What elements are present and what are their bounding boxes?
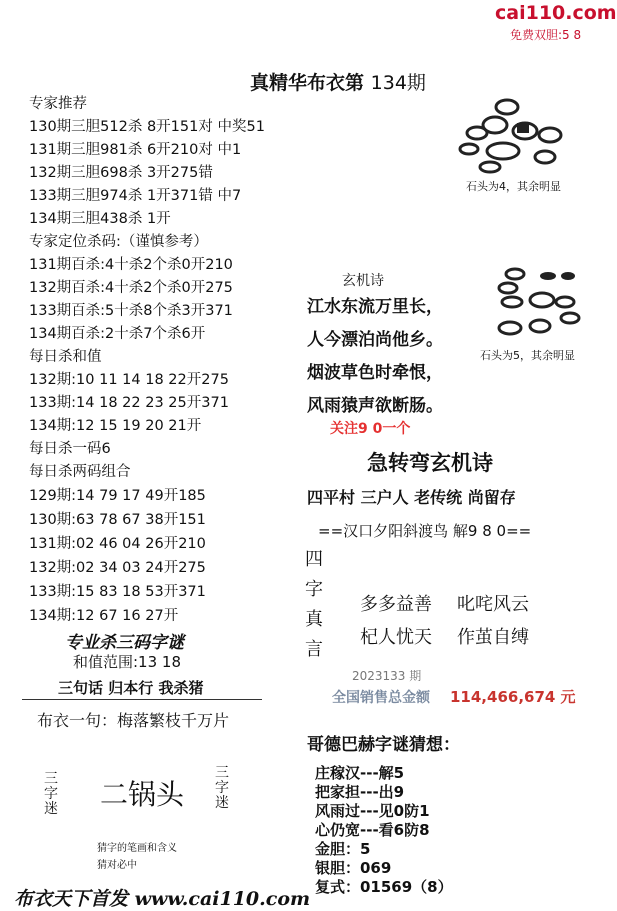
experts-heading: 专家推荐 xyxy=(29,96,87,112)
experts-line: 132期三胆698杀 3开275错 xyxy=(29,165,213,181)
slogan-underline xyxy=(22,699,262,700)
daily-two-line: 129期:14 79 17 49开185 xyxy=(29,488,206,504)
positioning-line: 133期百杀:5十杀8个杀3开371 xyxy=(29,303,233,319)
poem-note: 关注9 0一个 xyxy=(330,421,411,437)
sharp-turn-line: ==汉口夕阳斜渡鸟 解9 8 0== xyxy=(318,522,532,540)
sum-range: 和值范围:13 18 xyxy=(73,653,181,671)
mystic-poem-line: 江水东流万里长， xyxy=(307,297,443,317)
daily-two-line: 130期:63 78 67 38开151 xyxy=(29,512,206,528)
daily-two-line: 134期:12 67 16 27开 xyxy=(29,608,179,624)
page-title xyxy=(250,68,426,95)
mystic-poem-line: 人今漂泊尚他乡。 xyxy=(307,330,443,350)
riddle-hint: 猜字的笔画和含义 xyxy=(97,843,177,854)
daily-two-line: 133期:15 83 18 53开371 xyxy=(29,584,206,600)
daily-sum-heading: 每日杀和值 xyxy=(29,349,102,365)
stone-block xyxy=(517,123,529,133)
stones-image-2 xyxy=(490,262,585,344)
daily-two-line: 132期:02 34 03 24开275 xyxy=(29,560,206,576)
mystic-poem-line: 风雨猿声欲断肠。 xyxy=(307,396,443,416)
lottery-label: 全国销售总金额 xyxy=(332,690,430,706)
site-logo[interactable]: cai110.com xyxy=(495,2,617,24)
daily-sum-line: 132期:10 11 14 18 22开275 xyxy=(29,372,229,388)
riddle-answer: 二锅头 xyxy=(100,778,185,811)
positioning-line: 132期百杀:4十杀2个杀0开275 xyxy=(29,280,233,296)
goldbach-line: 银胆：069 xyxy=(315,859,392,877)
positioning-line: 131期百杀:4十杀2个杀0开210 xyxy=(29,257,233,273)
title-issue: 134期 xyxy=(370,72,426,94)
footer-link[interactable]: 布衣天下首发 www.cai110.com xyxy=(14,888,311,910)
riddle-hint: 猜对必中 xyxy=(97,860,137,871)
lottery-amount: 114,466,674 元 xyxy=(450,688,576,706)
sharp-turn-line: 四平村 三户人 老传统 尚留存 xyxy=(307,488,516,507)
riddle-side-right: 三字迷 xyxy=(215,765,229,811)
riddle-three-slogan: 三句话 归本行 我杀猪 xyxy=(58,679,204,697)
goldbach-line: 复式：01569（8） xyxy=(315,878,453,896)
title-text: 真精华布衣第 xyxy=(250,72,365,94)
riddle-three-title: 专业杀三码字谜 xyxy=(65,633,184,653)
positioning-heading: 专家定位杀码:（谨慎参考） xyxy=(29,234,208,250)
experts-line: 133期三胆974杀 1开371错 中7 xyxy=(29,188,242,204)
experts-line: 134期三胆438杀 1开 xyxy=(29,211,171,227)
stones-caption-1: 石头为4，其余明显 xyxy=(466,180,561,193)
stone-filled xyxy=(561,272,575,280)
free-pair-text: 免费双胆:5 8 xyxy=(510,28,582,42)
sharp-turn-title: 急转弯玄机诗 xyxy=(367,451,493,475)
positioning-line: 134期百杀:2十杀7个杀6开 xyxy=(29,326,206,342)
stones-caption-2: 石头为5，其余明显 xyxy=(480,349,575,362)
experts-line: 131期三胆981杀 6开210对 中1 xyxy=(29,142,242,158)
goldbach-title: 哥德巴赫字谜猜想： xyxy=(307,735,460,755)
daily-one-code: 每日杀一码6 xyxy=(29,441,111,457)
daily-sum-line: 133期:14 18 22 23 25开371 xyxy=(29,395,229,411)
four-words-phrase: 多多益善 xyxy=(360,594,432,615)
goldbach-line: 心仍宽---看6防8 xyxy=(315,821,430,839)
goldbach-line: 把家担---出9 xyxy=(315,783,405,801)
daily-sum-line: 134期:12 15 19 20 21开 xyxy=(29,418,202,434)
lottery-period: 2023133 期 xyxy=(352,669,422,683)
goldbach-line: 庄稼汉---解5 xyxy=(315,764,405,782)
mystic-poem-line: 烟波草色时牵恨， xyxy=(307,363,443,383)
buyi-line: 布衣一句：梅落繁枝千万片 xyxy=(37,711,230,730)
stone-filled xyxy=(540,272,556,280)
goldbach-line: 金胆：5 xyxy=(315,840,371,858)
daily-two-heading: 每日杀两码组合 xyxy=(29,464,131,480)
mystic-poem-heading: 玄机诗 xyxy=(342,273,384,289)
experts-line: 130期三胆512杀 8开151对 中奖51 xyxy=(29,119,265,135)
stones-image-1 xyxy=(455,95,580,175)
four-words-phrase: 杞人忧天 xyxy=(360,627,432,648)
riddle-side-left: 三字迷 xyxy=(44,771,58,817)
four-words-phrase: 作茧自缚 xyxy=(457,627,529,648)
four-words-phrase: 叱咤风云 xyxy=(457,594,529,615)
goldbach-line: 风雨过---见0防1 xyxy=(315,802,430,820)
daily-two-line: 131期:02 46 04 26开210 xyxy=(29,536,206,552)
four-words-side: 四字真言 xyxy=(305,549,323,660)
